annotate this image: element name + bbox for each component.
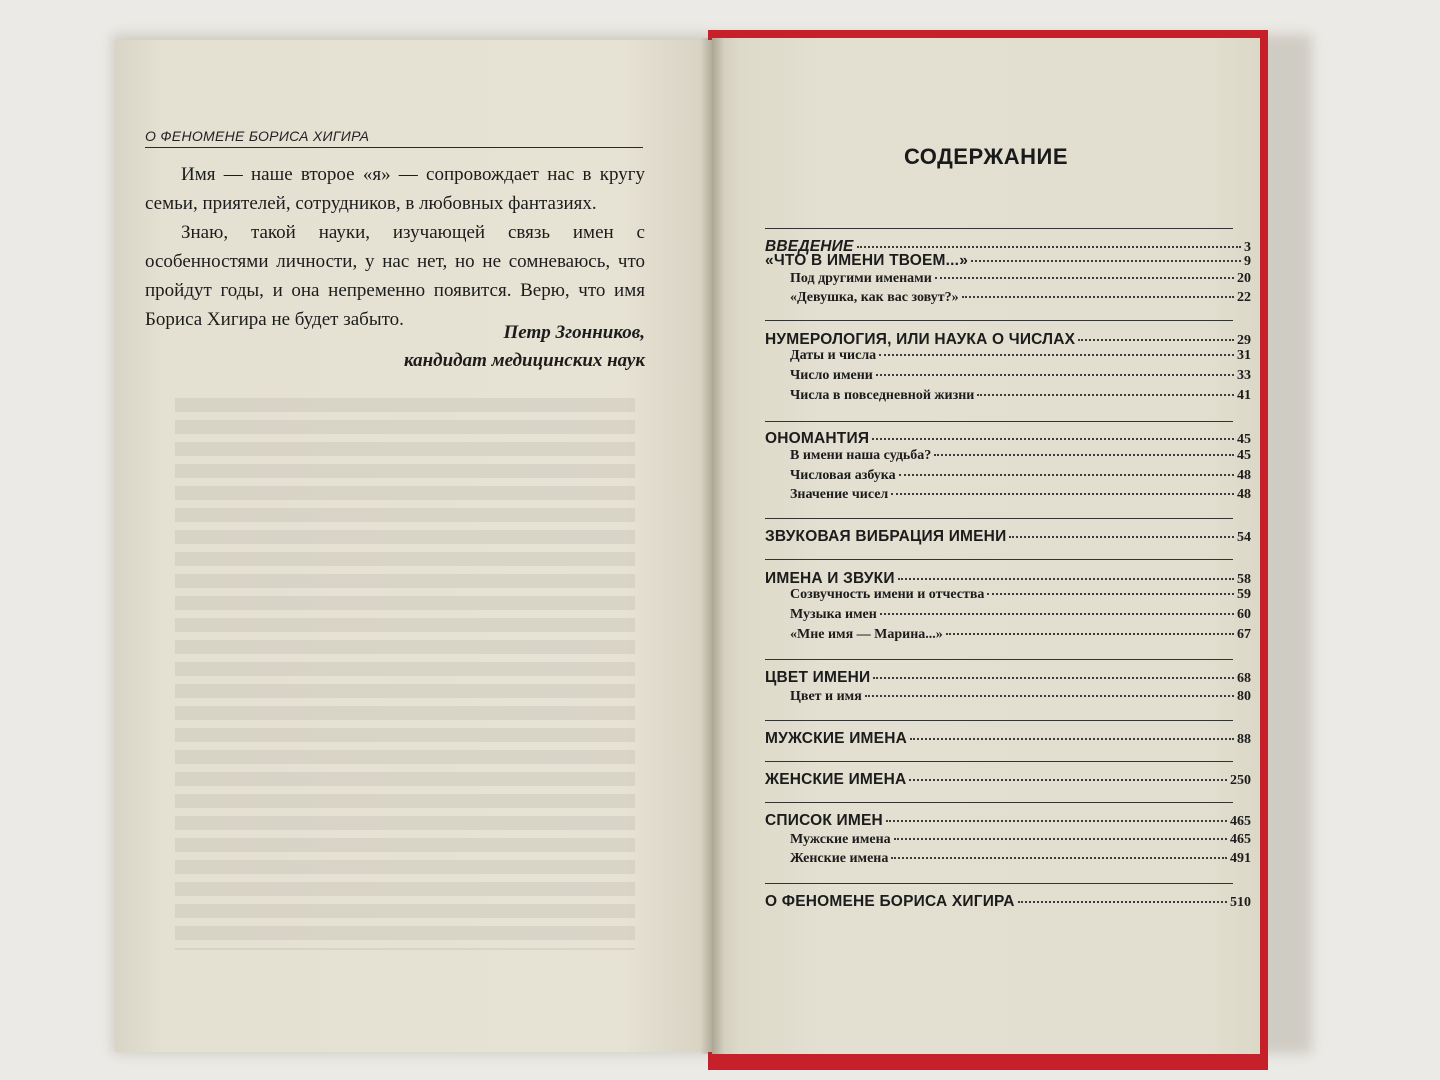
toc-entry [790, 832, 1251, 848]
toc-entry [790, 627, 1251, 643]
signature-name: Петр Згонников, [503, 322, 645, 343]
toc-entry-page: 59 [1237, 587, 1251, 602]
toc-dot-leader [935, 277, 1234, 279]
toc-entry [765, 331, 1251, 349]
toc-entry-page: 29 [1237, 333, 1251, 348]
paragraph-2: Знаю, такой науки, изучающей связь имен с особенностями личности, у нас нет, но не сомневаюсь, что пройдут годы, и она непременно появится. Верю, что имя Бориса Хигира не будет забыто. [145, 222, 645, 330]
toc-entry-page: 9 [1244, 254, 1251, 269]
toc-entry-label: ЗВУКОВАЯ ВИБРАЦИЯ ИМЕНИ [765, 528, 1007, 545]
toc-entry [765, 730, 1251, 748]
toc-entry-label: ЦВЕТ ИМЕНИ [765, 669, 871, 686]
toc-dot-leader [899, 474, 1234, 476]
toc-entry [790, 448, 1251, 464]
toc-entry-label: О ФЕНОМЕНЕ БОРИСА ХИГИРА [765, 893, 1015, 910]
paragraph-1: Имя — наше второе «я» — сопровождает нас в кругу семьи, приятелей, сотрудников, в любовных фантазиях. [145, 164, 645, 214]
toc-entry-page: 67 [1237, 627, 1251, 642]
toc-section-rule [765, 421, 1233, 422]
toc-dot-leader [872, 438, 1234, 440]
toc-entry-label: НУМЕРОЛОГИЯ, ИЛИ НАУКА О ЧИСЛАХ [765, 331, 1076, 348]
toc-entry [790, 388, 1251, 404]
toc-entry [790, 851, 1251, 867]
toc-entry-label: ЖЕНСКИЕ ИМЕНА [765, 771, 907, 788]
toc-entry-page: 20 [1237, 271, 1251, 286]
toc-title: СОДЕРЖАНИЕ [903, 144, 1069, 169]
toc-dot-leader [857, 246, 1241, 248]
toc-entry-label: Мужские имена [790, 832, 891, 847]
toc-dot-leader [865, 695, 1234, 697]
toc-entry-page: 41 [1237, 388, 1251, 403]
toc-section-rule [765, 761, 1233, 762]
toc-entry-page: 33 [1237, 368, 1251, 383]
toc-entry-page: 22 [1237, 290, 1251, 305]
toc-entry-label: СПИСОК ИМЕН [765, 812, 883, 829]
toc-dot-leader [910, 738, 1234, 740]
toc-entry [790, 689, 1251, 705]
toc-entry [765, 430, 1251, 448]
toc-dot-leader [898, 578, 1234, 580]
toc-entry-label: Число имени [790, 368, 873, 383]
toc-entry-page: 54 [1237, 530, 1251, 545]
toc-entry-page: 88 [1237, 732, 1251, 747]
toc-dot-leader [894, 838, 1227, 840]
toc-entry [790, 607, 1251, 623]
toc-entry-label: «ЧТО В ИМЕНИ ТВОЕМ...» [765, 252, 969, 269]
toc-entry-label: Даты и числа [790, 348, 877, 363]
toc-dot-leader [909, 779, 1227, 781]
toc-section-rule [765, 659, 1233, 660]
toc-section-rule [765, 228, 1233, 229]
toc-entry-label: Музыка имен [790, 607, 877, 622]
toc-entry-label: Цвет и имя [790, 689, 862, 704]
toc-section-rule [765, 883, 1233, 884]
toc-entry-page: 465 [1230, 832, 1251, 847]
toc-entry-page: 250 [1230, 773, 1251, 788]
toc-entry-page: 68 [1237, 671, 1251, 686]
toc-entry-page: 45 [1237, 432, 1251, 447]
toc-entry-label: Числовая азбука [790, 468, 896, 483]
toc-entry [790, 468, 1251, 484]
toc-entry-page: 31 [1237, 348, 1251, 363]
toc-entry-label: Женские имена [790, 851, 889, 866]
toc-dot-leader [987, 593, 1234, 595]
toc-dot-leader [880, 613, 1234, 615]
toc-entry-label: МУЖСКИЕ ИМЕНА [765, 730, 907, 747]
toc-entry [765, 893, 1251, 911]
toc-entry [765, 528, 1251, 546]
toc-entry [765, 812, 1251, 830]
toc-dot-leader [971, 260, 1241, 262]
toc-dot-leader [934, 454, 1234, 456]
toc-entry-label: В имени наша судьба? [790, 448, 932, 463]
toc-dot-leader [1009, 536, 1234, 538]
toc-dot-leader [876, 374, 1234, 376]
toc-dot-leader [962, 296, 1234, 298]
toc-entry [765, 669, 1251, 687]
toc-entry-label: Под другими именами [790, 271, 932, 286]
toc-entry [765, 252, 1251, 270]
toc-entry-label: Значение чисел [790, 487, 889, 502]
toc-entry [790, 348, 1251, 364]
toc-dot-leader [1078, 339, 1234, 341]
toc-entry [765, 771, 1251, 789]
toc-entry [790, 368, 1251, 384]
toc-section-rule [765, 518, 1233, 519]
toc-entry-label: ВВЕДЕНИЕ [765, 238, 854, 255]
toc-entry-label: «Девушка, как вас зовут?» [790, 290, 959, 305]
toc-entry-page: 510 [1230, 895, 1251, 910]
toc-entry-page: 48 [1237, 468, 1251, 483]
signature-title: кандидат медицинских наук [403, 350, 645, 371]
toc-section-rule [765, 720, 1233, 721]
toc-dot-leader [1018, 901, 1227, 903]
toc-entry-label: Созвучность имени и отчества [790, 587, 985, 602]
toc-entry-label: ОНОМАНТИЯ [765, 430, 870, 447]
toc-dot-leader [879, 354, 1234, 356]
toc-entry-page: 48 [1237, 487, 1251, 502]
toc-entry-page: 3 [1244, 240, 1251, 255]
toc-dot-leader [886, 820, 1227, 822]
toc-entry-page: 80 [1237, 689, 1251, 704]
toc-entry [765, 570, 1251, 588]
toc-dot-leader [873, 677, 1234, 679]
toc-entry [790, 290, 1251, 306]
toc-dot-leader [891, 857, 1227, 859]
toc-dot-leader [946, 633, 1234, 635]
toc-section-rule [765, 802, 1233, 803]
toc-entry [790, 487, 1251, 503]
toc-dot-leader [891, 493, 1234, 495]
toc-entry-page: 45 [1237, 448, 1251, 463]
toc-entry-label: ИМЕНА И ЗВУКИ [765, 570, 895, 587]
toc-entry-page: 465 [1230, 814, 1251, 829]
toc-entry-page: 491 [1230, 851, 1251, 866]
toc-entry-label: Числа в повседневной жизни [790, 388, 975, 403]
toc-section-rule [765, 320, 1233, 321]
toc-entry-label: «Мне имя — Марина...» [790, 627, 943, 642]
toc-entry-page: 58 [1237, 572, 1251, 587]
toc-entry-page: 60 [1237, 607, 1251, 622]
toc-entry [790, 587, 1251, 603]
running-head: О ФЕНОМЕНЕ БОРИСА ХИГИРА [145, 128, 370, 144]
toc-entry [790, 271, 1251, 287]
toc-dot-leader [977, 394, 1234, 396]
toc-section-rule [765, 559, 1233, 560]
